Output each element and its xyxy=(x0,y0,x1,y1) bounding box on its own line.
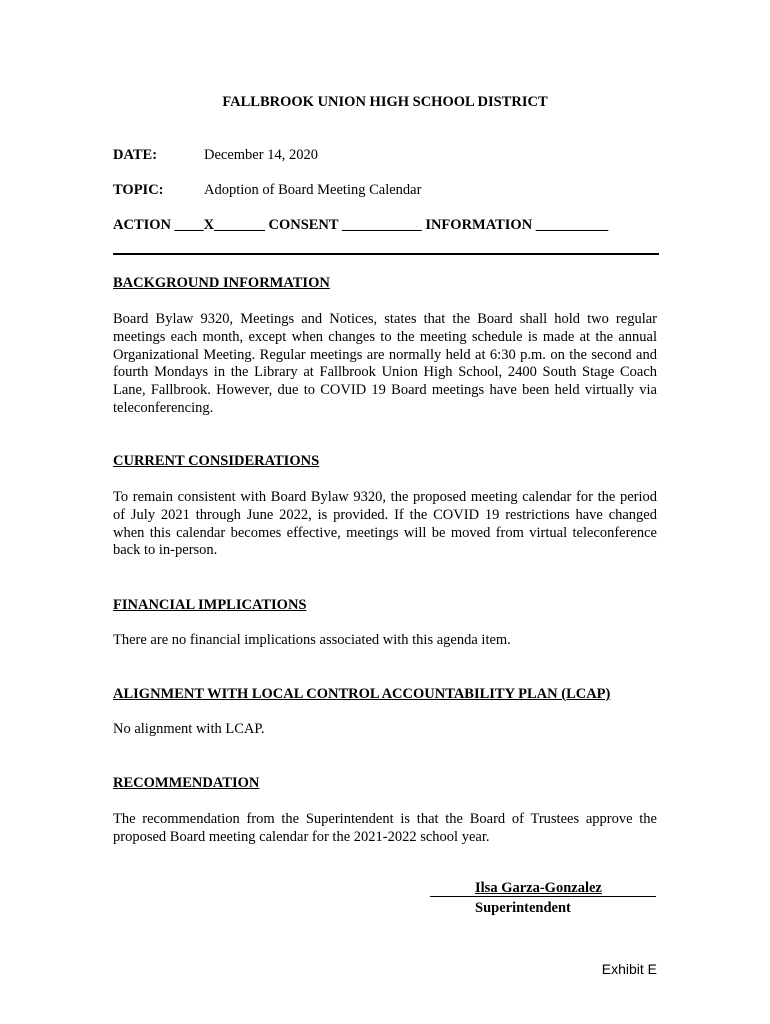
lcap-alignment-paragraph: No alignment with LCAP. xyxy=(113,721,265,737)
financial-implications-heading: FINANCIAL IMPLICATIONS xyxy=(113,597,307,613)
signature-underline xyxy=(430,896,656,897)
current-considerations-paragraph: To remain consistent with Board Bylaw 9320, the proposed meeting calendar for the period of July 2021 through June 2022, is provided. If the COVID 19 restrictions have changed when this calendar becomes effective, meetings will be moved from virtual teleconference back to in-person. xyxy=(113,489,657,559)
action-consent-information-line: ACTION ____X_______ CONSENT ___________ INFORMATION __________ xyxy=(113,217,609,233)
signature-name: Ilsa Garza-Gonzalez xyxy=(475,880,602,896)
exhibit-label: Exhibit E xyxy=(601,961,657,977)
date-label: DATE: xyxy=(113,147,158,163)
recommendation-heading: RECOMMENDATION xyxy=(113,775,260,791)
topic-label: TOPIC: xyxy=(113,182,164,198)
horizontal-divider xyxy=(113,253,659,255)
recommendation-paragraph: The recommendation from the Superintendent is that the Board of Trustees approve the proposed Board meeting calendar for the 2021-2022 school year. xyxy=(113,811,657,845)
background-heading: BACKGROUND INFORMATION xyxy=(113,275,330,291)
district-title: FALLBROOK UNION HIGH SCHOOL DISTRICT xyxy=(222,94,548,110)
lcap-alignment-heading: ALIGNMENT WITH LOCAL CONTROL ACCOUNTABILITY PLAN (LCAP) xyxy=(113,686,611,702)
financial-implications-paragraph: There are no financial implications associated with this agenda item. xyxy=(113,632,511,648)
topic-value: Adoption of Board Meeting Calendar xyxy=(204,182,422,198)
current-considerations-heading: CURRENT CONSIDERATIONS xyxy=(113,453,320,469)
signature-block xyxy=(430,880,656,897)
background-paragraph: Board Bylaw 9320, Meetings and Notices, states that the Board shall hold two regular meetings each month, except when changes to the meeting schedule is made at the annual Organizational Meeting. Regular meetings are normally held at 6:30 p.m. on the second and fourth Mondays in the Library at Fallbrook Union High School, 2400 South Stage Coach Lane, Fallbrook. However, due to COVID 19 Board meetings have been held virtually via teleconferencing. xyxy=(113,311,657,416)
date-value: December 14, 2020 xyxy=(204,147,318,163)
signature-title: Superintendent xyxy=(475,900,571,916)
